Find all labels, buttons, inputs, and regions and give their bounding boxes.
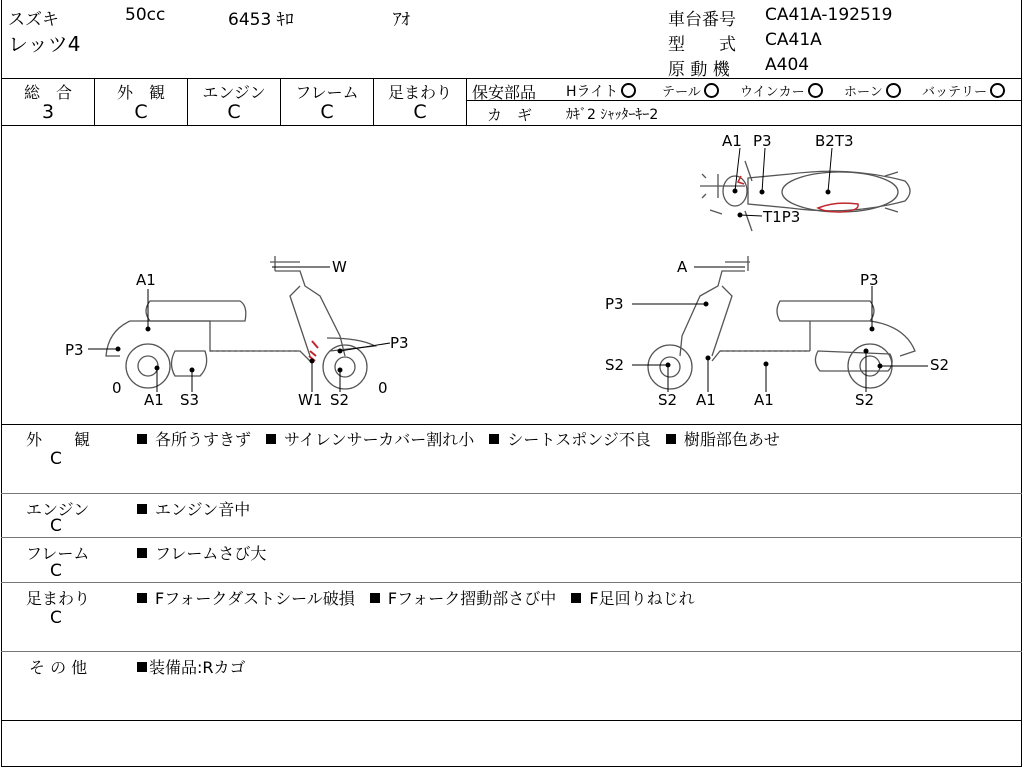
battery-label: バッテリー: [922, 85, 988, 100]
diag-label: S2: [330, 391, 350, 409]
note-text: 装備品:Rカゴ: [149, 658, 246, 677]
section-notes: [137, 497, 250, 520]
bullet-icon: [266, 434, 276, 444]
engine-model-value: A404: [765, 55, 810, 75]
engine-label: エンジン: [202, 83, 266, 102]
overall-label: 総 合: [23, 83, 72, 102]
section-notes: [137, 655, 246, 678]
displacement: 50cc: [125, 5, 166, 25]
headlight-status: [566, 81, 636, 101]
mileage: 6453 ｷﾛ: [228, 10, 294, 30]
divider: [466, 100, 1022, 101]
bullet-icon: [137, 504, 147, 514]
divider: [1, 493, 1022, 494]
model-name: レッツ4: [8, 32, 81, 56]
exterior-label: 外 観: [116, 83, 165, 102]
ok-circle-icon: [808, 83, 823, 98]
divider: [1, 78, 1022, 79]
headlight-label: Hライト: [566, 84, 619, 100]
diag-label: P3: [65, 341, 84, 359]
bullet-icon: [137, 548, 147, 558]
horn-status: [844, 81, 901, 100]
divider: [1, 720, 1022, 721]
divider: [1, 582, 1022, 583]
section-notes: [137, 427, 780, 450]
note-text: エンジン音中: [155, 500, 251, 519]
diag-label: P3: [753, 132, 772, 150]
section-label: エンジン: [26, 500, 90, 519]
overall-grade: 3: [41, 101, 55, 123]
winker-status: [740, 81, 823, 100]
bullet-icon: [666, 434, 676, 444]
diag-label: A1: [144, 391, 164, 409]
divider: [466, 78, 467, 125]
safety-label: 保安部品: [472, 83, 537, 102]
horn-label: ホーン: [844, 85, 883, 100]
bullet-icon: [137, 593, 147, 603]
section-notes: [137, 586, 695, 609]
section-grade: C: [50, 516, 62, 536]
diag-label: T1P3: [763, 208, 801, 226]
diag-label: S3: [180, 391, 200, 409]
ok-circle-icon: [704, 83, 719, 98]
frame-label: フレーム: [295, 83, 359, 102]
diag-label: A: [677, 258, 688, 276]
note-text: フレームさび大: [155, 544, 267, 563]
note-text: 各所うすきず: [155, 430, 252, 449]
frame-grade: C: [320, 101, 334, 123]
diag-label: A1: [754, 391, 774, 409]
section-grade: C: [50, 608, 62, 628]
section-grade: C: [50, 561, 62, 581]
color: ｱｵ: [393, 10, 410, 30]
note-text: サイレンサーカバー割れ小: [284, 430, 475, 449]
ok-circle-icon: [886, 83, 901, 98]
note-text: 樹脂部色あせ: [683, 430, 780, 449]
note-text: F足回りねじれ: [589, 589, 695, 608]
battery-status: [922, 81, 1005, 100]
frame-no-label: 車台番号: [668, 10, 736, 30]
divider: [1, 651, 1022, 652]
section-grade: C: [50, 449, 62, 469]
key-label: カ ギ: [487, 106, 533, 124]
exterior-grade: C: [134, 101, 148, 123]
diag-label: W: [332, 258, 347, 276]
bullet-icon: [137, 662, 147, 672]
section-label: そ の 他: [29, 658, 88, 677]
scooter-top-view: [700, 161, 910, 231]
bullet-icon: [571, 593, 581, 603]
divider: [1, 537, 1022, 538]
diag-label: S2: [855, 391, 875, 409]
section-label: 足まわり: [26, 589, 91, 608]
frame-no: CA41A-192519: [765, 5, 893, 25]
diag-label: S2: [605, 356, 625, 374]
section-notes: [137, 541, 266, 564]
diag-label: S2: [930, 356, 950, 374]
engine-grade: C: [227, 101, 241, 123]
bullet-icon: [137, 434, 147, 444]
diag-label: 0: [112, 379, 122, 397]
winker-label: ウインカー: [740, 85, 805, 100]
section-label: 外 観: [26, 430, 91, 449]
suspension-grade: C: [413, 101, 427, 123]
ok-circle-icon: [990, 83, 1005, 98]
type-value: CA41A: [765, 30, 822, 50]
bullet-icon: [370, 593, 380, 603]
note-text: シートスポンジ不良: [507, 430, 651, 449]
engine-model-label: 原 動 機: [668, 60, 730, 80]
diag-label: P3: [605, 295, 624, 313]
maker: スズキ: [8, 10, 59, 30]
diag-label: 0: [378, 379, 388, 397]
diag-label: B2T3: [815, 132, 854, 150]
diag-label: A1: [696, 391, 716, 409]
section-label: フレーム: [26, 544, 90, 563]
tail-status: [662, 81, 719, 100]
diag-label: A1: [136, 271, 156, 289]
suspension-label: 足まわり: [387, 83, 452, 102]
key-value: ｶｷﾞ2 ｼｬｯﾀｰｷｰ2: [566, 107, 659, 123]
divider: [1, 424, 1022, 425]
tail-label: テール: [662, 85, 701, 100]
ok-circle-icon: [621, 83, 636, 98]
diag-label: P3: [860, 271, 879, 289]
note-text: Fフォーク摺動部さび中: [387, 589, 557, 608]
diag-label: S2: [658, 391, 678, 409]
diag-label: A1: [722, 132, 742, 150]
leader-lines: [88, 148, 928, 392]
type-label: 型 式: [668, 35, 736, 55]
diag-label: W1: [298, 391, 323, 409]
damage-diagram: [0, 126, 1024, 424]
bullet-icon: [489, 434, 499, 444]
note-text: Fフォークダストシール破損: [155, 589, 355, 608]
diag-label: P3: [390, 334, 409, 352]
